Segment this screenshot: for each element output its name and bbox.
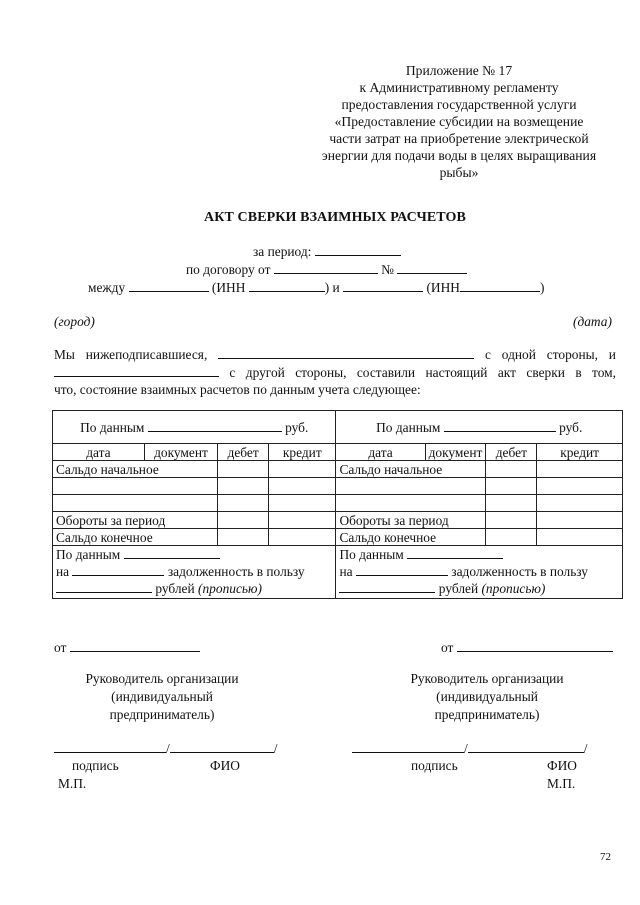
contract-date-blank[interactable] [274, 261, 378, 274]
table-cell[interactable] [537, 495, 623, 512]
table-cell[interactable] [269, 512, 336, 529]
table-cell[interactable] [486, 495, 537, 512]
table-cell[interactable] [537, 512, 623, 529]
appendix-line: части затрат на приобретение электрической [329, 131, 589, 146]
inn-open-label: (ИНН [211, 280, 246, 295]
table-cell[interactable] [218, 461, 269, 478]
table-cell[interactable] [269, 461, 336, 478]
table-cell[interactable] [218, 495, 269, 512]
right-signature-blank[interactable] [352, 740, 464, 753]
left-signature-line: / / [54, 740, 277, 757]
table-cell[interactable] [53, 478, 218, 495]
col-header: кредит [269, 444, 336, 461]
appendix-line: энергии для подачи воды в целях выращивания [321, 148, 597, 163]
left-by-data-blank[interactable] [148, 419, 282, 432]
place-label: (город) [54, 314, 95, 329]
left-summary-amount-blank[interactable] [56, 580, 152, 593]
reconciliation-table [52, 410, 623, 599]
date-label: (дата) [573, 314, 612, 329]
appendix-block [300, 62, 618, 181]
right-signature-line: / / [352, 740, 587, 757]
table-cell[interactable] [218, 478, 269, 495]
right-by-data-blank[interactable] [444, 419, 556, 432]
right-from-line: от [441, 639, 613, 656]
left-stamp-label: М.П. [58, 776, 87, 791]
table-cell[interactable] [218, 512, 269, 529]
right-summary-cell: По данным на задолженность в пользу рублей (прописью) [336, 546, 623, 599]
inn-open-label-2: (ИНН [426, 280, 460, 295]
table-row [53, 478, 623, 495]
table-cell[interactable] [486, 512, 537, 529]
intro-part1: Мы нижеподписавшиеся, [54, 347, 208, 362]
table-row [53, 512, 623, 529]
right-by-data-cell: По данным руб. [336, 411, 623, 444]
table-cell[interactable] [336, 478, 486, 495]
inn2-blank[interactable] [460, 279, 540, 292]
table-cell[interactable] [269, 478, 336, 495]
contract-number-blank[interactable] [397, 261, 467, 274]
intro-part4: что, состояние взаимных расчетов по данным учета следующее: [54, 382, 421, 397]
intro-part2: с одной стороны, и [484, 347, 616, 362]
table-cell[interactable] [486, 478, 537, 495]
col-header: документ [144, 444, 217, 461]
table-row [53, 529, 623, 546]
table-cell[interactable] [486, 529, 537, 546]
turnover-label: Обороты за период [336, 512, 486, 529]
right-signature-caption: подпись [411, 758, 458, 773]
table-cell[interactable] [53, 495, 218, 512]
appendix-line: «Предоставление субсидии на возмещение [334, 114, 584, 129]
left-from-blank[interactable] [70, 639, 200, 652]
party2-blank[interactable] [343, 279, 423, 292]
table-cell[interactable] [537, 478, 623, 495]
left-head-block: Руководитель организации (индивидуальный предприниматель) [85, 671, 239, 722]
opening-balance-label: Сальдо начальное [53, 461, 218, 478]
between-label: между [88, 280, 126, 295]
inn1-blank[interactable] [249, 279, 325, 292]
between-line [88, 279, 544, 296]
left-summary-date-blank[interactable] [124, 546, 220, 559]
table-columns-row [53, 444, 623, 461]
left-summary-cell: По данным на задолженность в пользу рублей (прописью) [53, 546, 336, 599]
col-header: дата [53, 444, 145, 461]
col-header: кредит [537, 444, 623, 461]
intro-paragraph [54, 346, 616, 399]
left-from-line: от [54, 639, 200, 656]
table-cell[interactable] [537, 461, 623, 478]
inn-close-and-label: ) и [324, 280, 340, 295]
left-by-data-cell: По данным руб. [53, 411, 336, 444]
page-number: 72 [600, 851, 611, 863]
closing-balance-label: Сальдо конечное [336, 529, 486, 546]
table-cell[interactable] [486, 461, 537, 478]
table-cell[interactable] [269, 495, 336, 512]
document-title: АКТ СВЕРКИ ВЗАИМНЫХ РАСЧЕТОВ [204, 210, 466, 225]
right-from-blank[interactable] [457, 639, 613, 652]
right-fio-caption: ФИО [547, 758, 577, 773]
left-signature-caption: подпись [72, 758, 119, 773]
col-header: дебет [218, 444, 269, 461]
table-row [53, 495, 623, 512]
left-fio-blank[interactable] [170, 740, 274, 753]
contract-label: по договору от [186, 262, 271, 277]
turnover-label: Обороты за период [53, 512, 218, 529]
closing-balance-label: Сальдо конечное [53, 529, 218, 546]
right-summary-date-blank[interactable] [407, 546, 503, 559]
left-summary-party-blank[interactable] [72, 563, 164, 576]
table-cell[interactable] [269, 529, 336, 546]
number-sign: № [381, 262, 394, 277]
inn-close-label: ) [539, 280, 545, 295]
right-fio-blank[interactable] [468, 740, 584, 753]
party1-name-blank[interactable] [218, 346, 474, 359]
right-summary-amount-blank[interactable] [339, 580, 435, 593]
table-cell[interactable] [218, 529, 269, 546]
col-header: дебет [486, 444, 537, 461]
table-summary-row [53, 546, 623, 599]
period-line [253, 243, 401, 260]
period-label: за период: [253, 244, 312, 259]
left-fio-caption: ФИО [210, 758, 240, 773]
opening-balance-label: Сальдо начальное [336, 461, 486, 478]
table-cell[interactable] [336, 495, 486, 512]
right-stamp-label: М.П. [547, 776, 576, 791]
col-header: документ [425, 444, 486, 461]
party1-blank[interactable] [129, 279, 209, 292]
col-header: дата [336, 444, 425, 461]
left-signature-blank[interactable] [54, 740, 166, 753]
appendix-line: предоставления государственной услуги [341, 97, 577, 112]
right-head-block: Руководитель организации (индивидуальный предприниматель) [410, 671, 564, 722]
appendix-line: к Административному регламенту [359, 80, 559, 95]
table-cell[interactable] [537, 529, 623, 546]
appendix-line: Приложение № 17 [405, 63, 513, 78]
period-blank[interactable] [315, 243, 401, 256]
party2-name-blank[interactable] [54, 364, 219, 377]
table-header-row [53, 411, 623, 444]
appendix-line: рыбы» [439, 165, 479, 180]
contract-line [186, 261, 467, 278]
intro-part3: с другой стороны, составили настоящий акт сверки в том, [229, 364, 616, 380]
right-summary-party-blank[interactable] [356, 563, 448, 576]
table-row [53, 461, 623, 478]
